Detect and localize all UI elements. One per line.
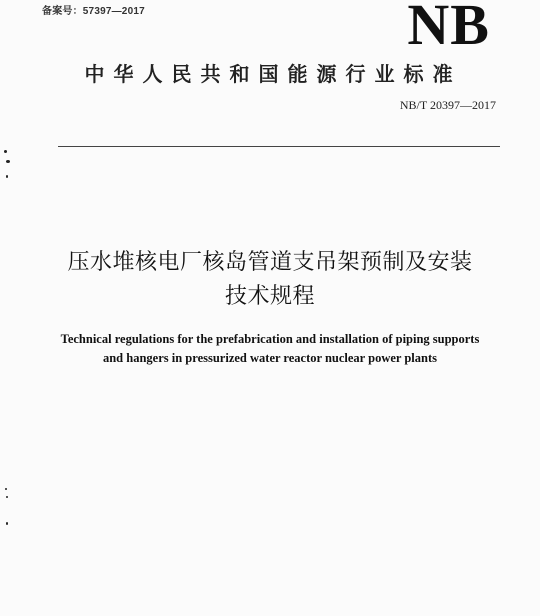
record-number: 备案号：57397—2017	[42, 6, 145, 17]
english-title-line-1: Technical regulations for the prefabrication and installation of piping supports	[60, 332, 480, 346]
scan-speck	[6, 496, 8, 498]
scan-speck	[6, 522, 8, 525]
chinese-title-line-1: 压水堆核电厂核岛管道支吊架预制及安装	[67, 250, 473, 275]
scan-speck	[6, 160, 10, 163]
english-title-line-2: and hangers in pressurized water reactor nuclear power plants	[102, 351, 438, 365]
chinese-title	[0, 246, 540, 314]
standard-classification: 中华人民共和国能源行业标准	[84, 62, 462, 86]
header-divider	[58, 146, 500, 147]
scan-speck	[6, 175, 8, 178]
nb-logo: NB	[407, 0, 490, 57]
chinese-title-line-2: 技术规程	[224, 284, 315, 309]
standard-number: NB/T 20397—2017	[399, 98, 496, 112]
english-title	[0, 330, 540, 368]
scan-speck	[5, 488, 7, 490]
scan-speck	[4, 150, 7, 153]
